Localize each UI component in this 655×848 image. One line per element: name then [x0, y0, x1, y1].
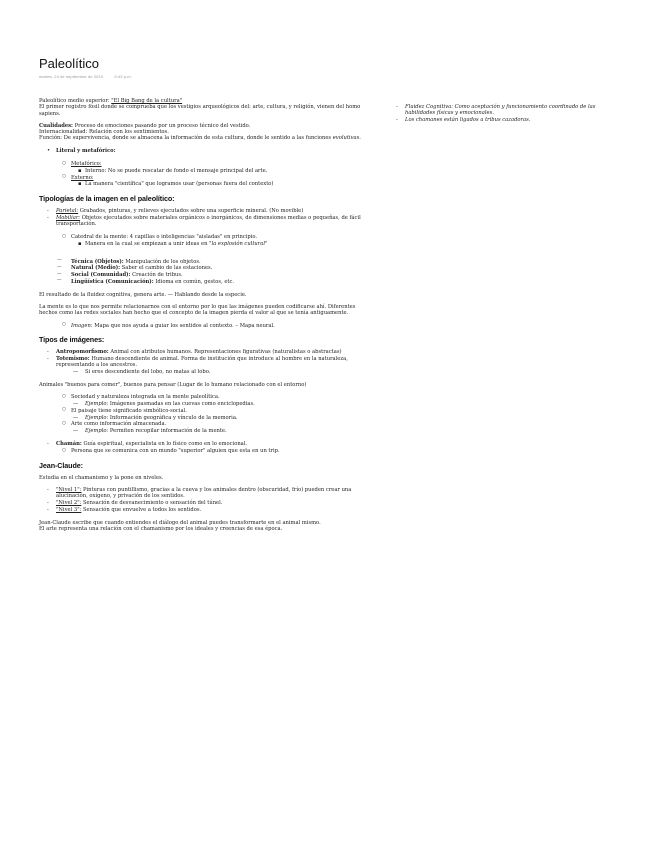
section-heading-tipologias: Tipologías de la imagen en el paleolítico: — [39, 193, 175, 203]
external-item: La manera "científica" que logramos usar (personas fuera del contexto) — [85, 181, 274, 188]
intel-text: Idioma en común, gestos, etc. — [153, 278, 235, 285]
function-italic: evolutivas. — [332, 135, 361, 142]
section-heading-jean-claude: Jean-Claude: — [39, 460, 83, 470]
right-list — [388, 104, 618, 123]
totem-label: Totemismo: — [56, 356, 90, 363]
fluidez-text: Como aceptación y funcionamiento coordinado de las habilidades físicas y emocionales. — [405, 104, 596, 117]
intel-label: Lingüística (Comunicación): — [71, 278, 154, 285]
left-column — [39, 98, 374, 538]
list-item: - Mobiliar: Objetos ejecutados sobre materiales orgánicos o inorgánicos, de dimensiones medias o pequeñas, de fácil transportación. — [47, 214, 361, 228]
parietal-label: Parietal: — [56, 208, 79, 215]
example-text: Imágenes pasmadas en las cuevas como enciclopedias. — [108, 401, 255, 407]
chaman-text: Guía espiritual, especialista en lo físico como en lo emocional. — [81, 441, 248, 448]
qualities-paragraph — [39, 123, 374, 142]
intro-line: El primer registro fósil donde se comprueba que los vestigios arqueológicos del: arte, cultura, y religión, vienen del homo sapiens. — [39, 104, 361, 117]
mobiliar-text: Objetos ejecutados sobre materiales orgánicos o inorgánicos, de dimensiones medias o pequeñas, de fácil transportación. — [56, 214, 361, 228]
list-item: - Totemismo: Humano descendiente de animal. Forma de institución que introduce al hombre en la naturaleza, representando a los ancestros. — [47, 356, 348, 369]
list-item: - Parietal: Grabados, pinturas, y relieves ejecutados sobre una superficie mineral. (No movible) — [47, 208, 304, 215]
niveles-list — [39, 487, 374, 513]
note-timestamp — [39, 74, 142, 79]
closing-line: Jean-Claude escribe que cuando entiendes el diálogo del animal puedes transformarte en el animal mismo. — [39, 519, 321, 526]
section-heading-tipos: Tipos de imágenes: — [39, 334, 105, 344]
note-time: 9:43 p.m. — [114, 74, 132, 79]
list-item: — Ejemplo: Información geográfica y vínculo de la memoria. — [73, 414, 238, 421]
note-date: martes, 24 de septiembre de 2019 — [39, 74, 104, 79]
intel-text: Manipulación de los objetos. — [123, 258, 201, 265]
list-item: - Antropomorfismo: Animal con atributos humanos. Representaciones figurativas (naturalistas o abstractas) — [47, 349, 342, 356]
literal-head: Literal y metafórico: — [56, 147, 116, 154]
intel-text: Saber el cambio de las estaciones. — [120, 265, 213, 272]
level-label: "Nivel 2": — [56, 500, 82, 507]
antro-label: Antropomorfismo: — [56, 349, 109, 356]
list-item: ▪ Interno: No se puede rescatar de fondo el mensaje principal del arte. — [78, 167, 268, 174]
intro-paragraph — [39, 98, 374, 117]
level-text: Sensación de desvanecimiento o sensación del túnel. — [81, 500, 223, 507]
right-column — [388, 104, 618, 124]
level-label: "Nivel 1": — [56, 487, 82, 494]
image-list — [39, 323, 374, 329]
list-item: — Si eres descendiente del lobo, no matas al lobo. — [73, 369, 211, 376]
qualities-text: Proceso de emociones pasando por un proceso técnico del vestido. — [72, 122, 251, 129]
totem-sub: Si eres descendiente del lobo, no matas al lobo. — [85, 369, 211, 376]
jean-claude-intro: Estudia en el chamanismo y la pone en niveles. — [39, 474, 164, 481]
list-item: — Natural (Medio): Saber el cambio de las estaciones. — [57, 264, 213, 272]
tipos-list — [39, 349, 374, 375]
metaphoric-item: Interno: No se puede rescatar de fondo el mensaje principal del arte. — [85, 167, 268, 174]
big-bang-link[interactable]: "El Big Bang de la cultura" — [111, 98, 183, 104]
list-item: ○ El paisaje tiene significado simbólico-social. — [62, 407, 187, 414]
catedral-sub: Manera en la cual se empiezan a unir ideas en — [85, 241, 210, 248]
function-line: Función: De supervivencia, donde se almacena la información de esta cultura, donde le sentido a las funciones — [39, 135, 333, 142]
list-item: ○ Persona que se comunica con un mundo "superior" alguien que esta en un trip. — [62, 447, 280, 455]
list-item: - "Nivel 2": Sensación de desvanecimiento o sensación del túnel. — [47, 500, 223, 507]
level-text: Sensación que envuelve a todos los sentidos. — [81, 507, 202, 514]
example-label: Ejemplo: — [85, 414, 109, 421]
closing-line: El arte representa una relación con el chamanismo por los ideales y creencias de esa época. — [39, 526, 283, 533]
literal-list — [39, 148, 374, 188]
list-item: ○ Catedral de la mente: 4 capillas o inteligencias "aisladas" en principio. — [62, 233, 258, 241]
level-text: Pinturas con puntillismo, gracias a la cueva y los animales dentro (obscuridad, frío) pueden crear una alucinación, oxígeno, y privación de los sentidos. — [56, 487, 352, 500]
catedral-text: Catedral de la mente: 4 capillas o inteligencias "aisladas" en principio. — [71, 234, 258, 241]
list-item: - Fluidez Cognitiva: Como aceptación y funcionamiento coordinado de las habilidades físicas y emocionales. — [396, 104, 596, 117]
catedral-sub-italic: "la explosión cultural" — [209, 241, 268, 248]
mente-list — [39, 394, 374, 454]
list-item: ▪ Manera en la cual se empiezan a unir ideas en "la explosión cultural" — [78, 241, 268, 248]
list-item: - Chamán: Guía espiritual, especialista en lo físico como en lo emocional. — [47, 441, 248, 448]
chaman-label: Chamán: — [56, 441, 82, 448]
example-text: Permiten recopilar información de la mente. — [108, 428, 227, 435]
animales-paragraph: Animales "buenos para comer", buenos para pensar (Lugar de lo humano relacionado con el entorno) — [39, 381, 307, 388]
soc-text: Sociedad y naturaleza integrada en la mente paleolítica. — [71, 394, 220, 401]
list-item: ▪ La manera "científica" que logramos usar (personas fuera del contexto) — [78, 181, 274, 188]
mobiliar-label: Mobiliar: — [56, 214, 81, 221]
mind-paragraph: La mente es lo que nos permite relacionarnos con el entorno por lo que las imágenes pueden codificarse ahí. Diferentes hechos como las redes sociales han hecho que el concepto de la imagen pierda el valor al que se tenía antiguamente. — [39, 304, 356, 317]
level-label: "Nivel 3": — [56, 507, 82, 514]
list-item: — Técnica (Objetos): Manipulación de los objetos. — [57, 258, 201, 265]
intel-text: Creación de tribus. — [130, 272, 183, 279]
list-item: ○ Sociedad y naturaleza integrada en la mente paleolítica. — [62, 393, 220, 401]
example-text: Información geográfica y vínculo de la memoria. — [108, 414, 238, 421]
list-item: — Ejemplo: Permiten recopilar información de la mente. — [73, 428, 227, 435]
metaphoric-label: Metafórico: — [71, 161, 102, 168]
example-label: Ejemplo: — [85, 428, 109, 435]
tipologias-list — [39, 208, 374, 285]
fluidez-label: Fluidez Cognitiva: — [405, 104, 453, 110]
parietal-text: Grabados, pinturas, y relieves ejecutados sobre una superficie mineral. (No movible) — [78, 208, 304, 215]
result-paragraph: El resultado de la fluidez cognitiva, genera arte. — Hablando desde la especie. — [39, 291, 247, 298]
qualities-label: Cualidades: — [39, 122, 73, 129]
list-item: ○ Metafórico: — [62, 160, 102, 168]
example-label: Ejemplo: — [85, 401, 109, 407]
internationality-line: Internacionalidad: Relación con los sentimientos. — [39, 129, 169, 136]
list-item: ○ Externo: — [62, 174, 94, 181]
list-item: ○ Arte como información almacenada. — [62, 420, 167, 428]
intel-label: Técnica (Objetos): — [71, 258, 124, 265]
intel-label: Natural (Medio): — [71, 265, 121, 272]
chaman-sub: Persona que se comunica con un mundo "superior" alguien que esta en un trip. — [71, 448, 280, 455]
list-item: — Lingüística (Comunicación): Idioma en común, gestos, etc. — [57, 278, 235, 285]
totem-text: Humano descendiente de animal. Forma de institución que introduce al hombre en la naturaleza, representando a los ancestros. — [56, 356, 348, 369]
page-title: Paleolítico — [39, 56, 99, 71]
image-label: Imagen: — [71, 322, 93, 329]
antro-text: Animal con atributos humanos. Representaciones figurativas (naturalistas o abstractas) — [108, 349, 342, 356]
image-text: Mapa que nos ayuda a guiar los sentidos al contexto. – Mapa neural. — [92, 322, 275, 329]
external-label: Externo: — [71, 174, 94, 181]
paisaje-text: El paisaje tiene significado simbólico-social. — [71, 407, 187, 414]
list-item: • Literal y metafórico: — [47, 147, 116, 154]
chamanes-text: Los chamanes están ligados a tribus cazadoras. — [405, 117, 531, 124]
list-item: ○ Imagen: Mapa que nos ayuda a guiar los sentidos al contexto. – Mapa neural. — [62, 322, 275, 329]
list-item: - Los chamanes están ligados a tribus cazadoras. — [396, 117, 531, 124]
arte-text: Arte como información almacenada. — [71, 421, 167, 428]
intro-prefix: Paleolítico medio superior: — [39, 98, 112, 104]
list-item: - "Nivel 1": Pinturas con puntillismo, gracias a la cueva y los animales dentro (obscuridad, frío) pueden crear una alucinación, oxígeno, y privación de los sentidos. — [47, 487, 352, 500]
list-item: — Social (Comunidad): Creación de tribus. — [57, 271, 183, 279]
closing-paragraph — [39, 520, 374, 533]
list-item: — Ejemplo: Imágenes pasmadas en las cuevas como enciclopedias. — [73, 401, 255, 407]
list-item: - "Nivel 3": Sensación que envuelve a todos los sentidos. — [47, 507, 202, 514]
intel-label: Social (Comunidad): — [71, 272, 131, 279]
